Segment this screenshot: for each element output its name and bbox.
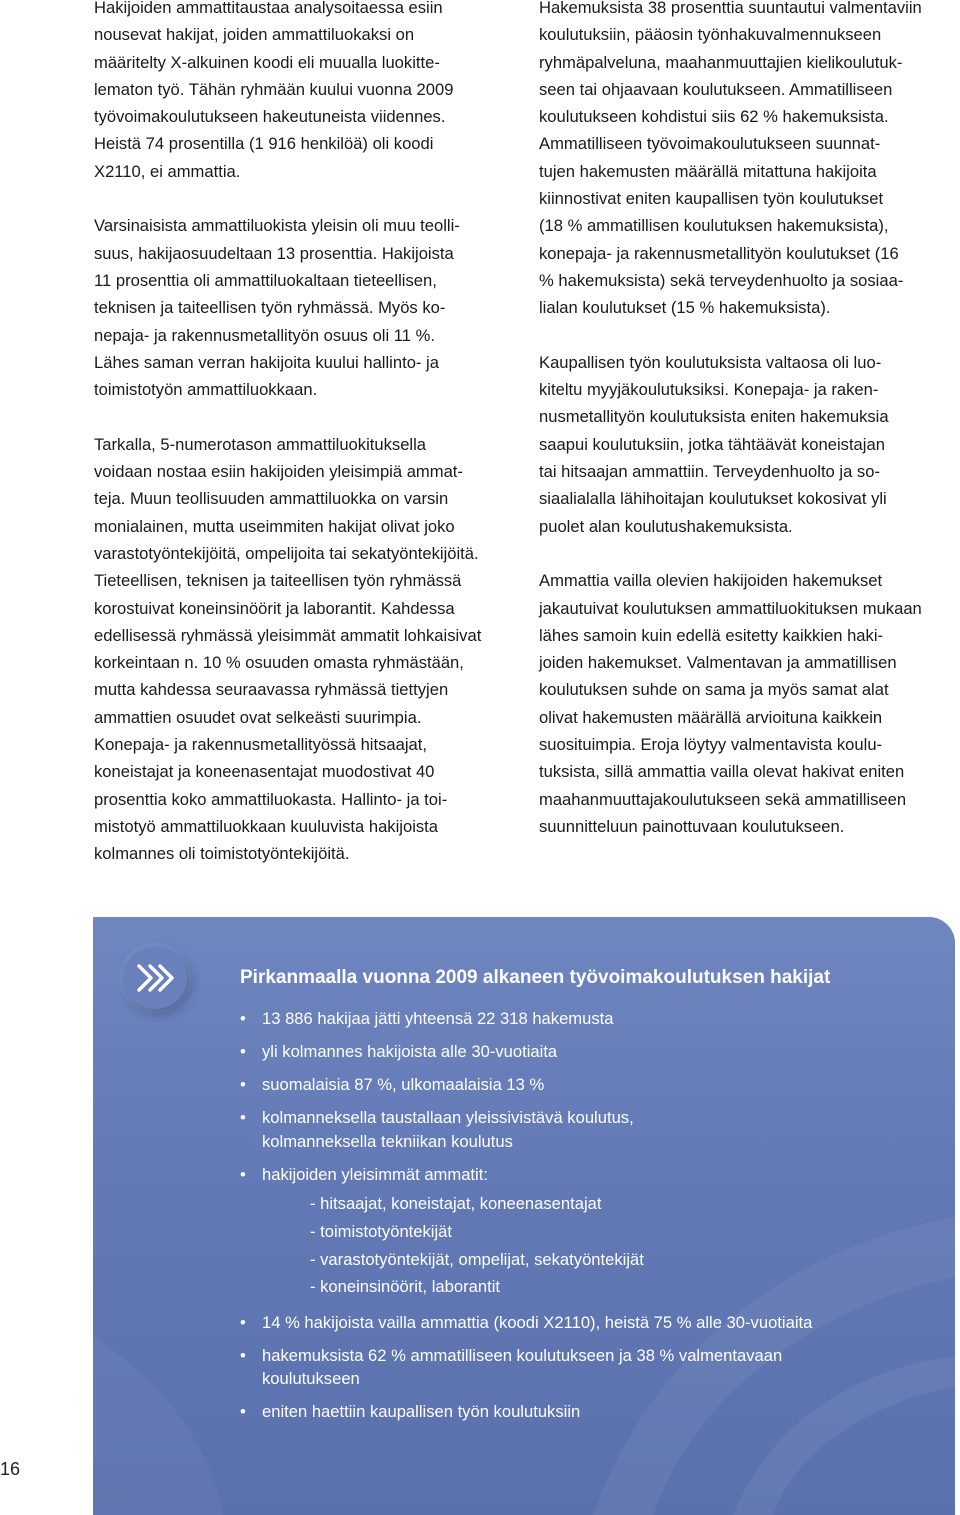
right-column bbox=[539, 0, 957, 868]
left-column bbox=[94, 0, 512, 895]
sub-list-item: - toimistotyöntekijät bbox=[310, 1221, 453, 1241]
paragraph: Hakemuksista 38 prosenttia suuntautui valmentaviin koulutuksiin, pääosin työnhakuvalmennukseen ryhmäpalveluna, maahanmuuttajien kielikoulutuk- seen tai ohjaavaan koulutukseen. Ammatilliseen koulutukseen kohdistui siis 62 % hakemuksista. Ammatilliseen työvoimakoulutukseen suunnat- tujen hakemusten määrällä mitattuna hakijoita kiinnostivat eniten kaupallisen työn koulutukset (18 % ammatillisen koulutuksen hakemuksista), konepaja- ja rakennusmetallityön koulutukset (16 % hakemuksista) sekä terveydenhuolto ja sosiaa- lialan koulutukset (15 % hakemuksista). bbox=[539, 0, 922, 318]
paragraph: Tarkalla, 5-numerotason ammattiluokituksella voidaan nostaa esiin hakijoiden yleisimpiä ammat- teja. Muun teollisuuden ammattiluokka on varsin monialainen, mutta useimmiten hakijat olivat joko varastotyöntekijöitä, ompelijoita tai sekatyöntekijöitä. Tieteellisen, teknisen ja taiteellisen työn ryhmässä korostuivat koneinsinöörit ja laborantit. Kahdessa edellisessä ryhmässä yleisimmät ammatit lohkaisivat korkeintaan n. 10 % osuuden omasta ryhmästään, mutta kahdessa seuraavassa ryhmässä tiettyjen ammattien osuudet ovat selkeästi suurimpia. Konepaja- ja rakennusmetallityössä hitsaajat, koneistajat ja koneenasentajat muodostivat 40 prosenttia koko ammattiluokasta. Hallinto- ja toi- mistotyö ammattiluokkaan kuuluvista hakijoista kolmannes oli toimistotyöntekijöitä. bbox=[94, 434, 482, 864]
paragraph: Varsinaisista ammattiluokista yleisin oli muu teolli- suus, hakijaosuudeltaan 13 prosenttia. Hakijoista 11 prosenttia oli ammattiluokaltaan tieteellisen, teknisen ja taiteellisen työn ryhmässä. Myös ko- nepaja- ja rakennusmetallityön osuus oli 11 %. Lähes saman verran hakijoita kuului hallinto- ja toimistotyön ammattiluokkaan. bbox=[94, 216, 460, 400]
sub-list-item: - varastotyöntekijät, ompelijat, sekatyöntekijät bbox=[310, 1249, 644, 1269]
list-item: • eniten haettiin kaupallisen työn koulutuksiin bbox=[240, 1400, 940, 1424]
summary-box bbox=[93, 917, 955, 1515]
bullet-list bbox=[240, 1007, 940, 1433]
list-item: • kolmanneksella taustallaan yleissivistävä koulutus, kolmanneksella tekniikan koulutus bbox=[240, 1106, 940, 1153]
list-item: • hakemuksista 62 % ammatilliseen koulutukseen ja 38 % valmentavaan koulutukseen bbox=[240, 1344, 940, 1391]
box-title: Pirkanmaalla vuonna 2009 alkaneen työvoimakoulutuksen hakijat bbox=[240, 967, 831, 988]
paragraph: Kaupallisen työn koulutuksista valtaosa oli luo- kiteltu myyjäkoulutuksiksi. Konepaja- ja raken- nusmetallityön koulutuksista eniten hakemuksia saapui koulutuksiin, jotka tähtäävät koneistajan tai hitsaajan ammattiin. Terveydenhuolto ja so- siaalialalla lähihoitajan koulutukset kokosivat yli puolet alan koulutushakemuksista. bbox=[539, 352, 889, 536]
sub-list-item: - hitsaajat, koneistajat, koneenasentajat bbox=[310, 1194, 602, 1213]
sub-list-item: - koneinsinöörit, laborantit bbox=[310, 1277, 501, 1297]
list-item: • suomalaisia 87 %, ulkomaalaisia 13 % bbox=[240, 1073, 940, 1097]
sub-list bbox=[262, 1190, 940, 1301]
page-number: 16 bbox=[0, 1459, 21, 1479]
double-chevron-right-icon bbox=[136, 963, 174, 993]
paragraph: Hakijoiden ammattitaustaa analysoitaessa esiin nousevat hakijat, joiden ammattiluokaksi on määritelty X-alkuinen koodi eli muualla luokitte- lematon työ. Tähän ryhmään kuului vuonna 2009 työvoimakoulutukseen hakeutuneista viidennes. Heistä 74 prosentilla (1 916 henkilöä) oli koodi X2110, ei ammattia. bbox=[94, 0, 454, 181]
paragraph: Ammattia vailla olevien hakijoiden hakemukset jakautuivat koulutuksen ammattiluokituksen mukaan lähes samoin kuin edellä esitetty kaikkien haki- joiden hakemukset. Valmentavan ja ammatillisen koulutuksen suhde on sama ja myös samat alat olivat hakemusten määrällä arvioituna kaikkein suosituimpia. Eroja löytyy valmentavista koulu- tuksista, sillä ammattia vailla olevat hakivat eniten maahanmuuttajakoulutukseen sekä ammatilliseen suunnitteluun painottuvaan koulutukseen. bbox=[539, 571, 922, 836]
list-item: • yli kolmannes hakijoista alle 30-vuotiaita bbox=[240, 1040, 940, 1064]
badge bbox=[123, 947, 187, 1009]
list-item: • 14 % hakijoista vailla ammattia (koodi X2110), heistä 75 % alle 30-vuotiaita bbox=[240, 1311, 940, 1335]
list-item: • hakijoiden yleisimmät ammatit: - hitsaajat, koneistajat, koneenasentajat - toimistotyöntekijät - varastotyöntekijät, ompelijat, sekatyöntekijät - koneinsinöörit, laborantit bbox=[240, 1163, 940, 1302]
list-item: • 13 886 hakijaa jätti yhteensä 22 318 hakemusta bbox=[240, 1007, 940, 1031]
